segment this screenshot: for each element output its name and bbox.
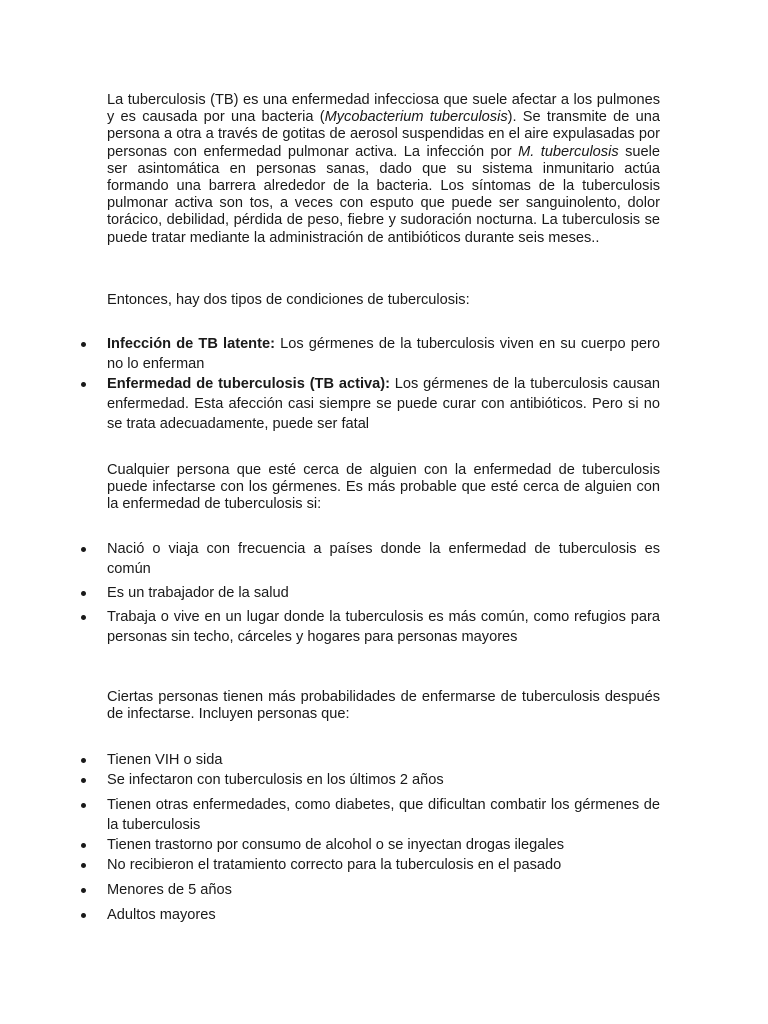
bullet-icon bbox=[81, 382, 86, 387]
list-item-text: Trabaja o vive en un lugar donde la tuberculosis es más común, como refugios para personas sin techo, cárceles y hogares para personas mayores bbox=[107, 609, 660, 645]
intro-paragraph bbox=[107, 92, 660, 247]
type-term: Infección de TB latente: bbox=[107, 336, 275, 352]
list-item bbox=[107, 334, 660, 374]
intro-species-abbrev: M. tuberculosis bbox=[518, 143, 619, 160]
list-item bbox=[107, 539, 660, 579]
type-term: Enfermedad de tuberculosis (TB activa): bbox=[107, 376, 390, 392]
list-item bbox=[107, 770, 660, 790]
list-item-text: Tienen VIH o sida bbox=[107, 752, 223, 768]
list-item-text: Menores de 5 años bbox=[107, 882, 232, 898]
type-description: Los gérmenes de la tuberculosis viven en su cuerpo pero no lo enferman bbox=[107, 336, 660, 372]
intro-text-2: ). Se transmite de una persona a otra a través de gotitas de aerosol suspendidas en el aire expulasadas por personas con enfermedad pulmonar activa. La infección por bbox=[107, 109, 660, 160]
list-item bbox=[107, 880, 660, 900]
types-list bbox=[107, 334, 660, 434]
list-item bbox=[107, 855, 660, 875]
bullet-icon bbox=[81, 547, 86, 552]
intro-text-3: suele ser asintomática en personas sanas, dado que su sistema inmunitario actúa formando una barrera alrededor de la bacteria. Los síntomas de la tuberculosis pulmonar activa son tos, a veces con esputo que puede ser sanguinolento, dolor torácico, debilidad, pérdida de peso, fiebre y sudoración nocturna. La tuberculosis se puede tratar mediante la administración de antibióticos durante seis meses.. bbox=[107, 143, 660, 246]
bullet-icon bbox=[81, 778, 86, 783]
list-item-text: Tienen trastorno por consumo de alcohol o se inyectan drogas ilegales bbox=[107, 837, 565, 853]
list-item bbox=[107, 750, 660, 770]
list-item bbox=[107, 835, 660, 855]
list-item-text: Tienen otras enfermedades, como diabetes, que dificultan combatir los gérmenes de la tuberculosis bbox=[107, 797, 660, 833]
intro-species-name: Mycobacterium tuberculosis bbox=[324, 109, 508, 126]
bullet-icon bbox=[81, 615, 86, 620]
risk-list bbox=[107, 539, 660, 651]
list-item bbox=[107, 374, 660, 434]
type-description: Los gérmenes de la tuberculosis causan enfermedad. Esta afección casi siempre se puede curar con antibióticos. Pero si no se trata adecuadamente, puede ser fatal bbox=[107, 376, 660, 432]
susceptible-intro-paragraph: Ciertas personas tienen más probabilidades de enfermarse de tuberculosis después de infectarse. Incluyen personas que: bbox=[107, 689, 660, 723]
bullet-icon bbox=[81, 843, 86, 848]
intro-text-1: La tuberculosis (TB) es una enfermedad infecciosa que suele afectar a los pulmones y es causada por una bacteria ( bbox=[107, 92, 660, 126]
list-item bbox=[107, 905, 660, 925]
list-item-text: No recibieron el tratamiento correcto para la tuberculosis en el pasado bbox=[107, 857, 562, 873]
bullet-icon bbox=[81, 863, 86, 868]
risk-intro-paragraph: Cualquier persona que esté cerca de alguien con la enfermedad de tuberculosis puede infectarse con los gérmenes. Es más probable que esté cerca de alguien con la enfermedad de tuberculosis si: bbox=[107, 462, 660, 513]
bullet-icon bbox=[81, 342, 86, 347]
bullet-icon bbox=[81, 758, 86, 763]
bullet-icon bbox=[81, 591, 86, 596]
list-item-text: Adultos mayores bbox=[107, 907, 216, 923]
types-intro-paragraph: Entonces, hay dos tipos de condiciones de tuberculosis: bbox=[107, 292, 470, 308]
list-item-text: Se infectaron con tuberculosis en los últimos 2 años bbox=[107, 772, 444, 788]
list-item bbox=[107, 795, 660, 835]
susceptible-list bbox=[107, 750, 660, 925]
list-item-text: Es un trabajador de la salud bbox=[107, 585, 289, 601]
bullet-icon bbox=[81, 888, 86, 893]
list-item bbox=[107, 583, 660, 603]
bullet-icon bbox=[81, 803, 86, 808]
list-item-text: Nació o viaja con frecuencia a países donde la enfermedad de tuberculosis es común bbox=[107, 541, 660, 577]
bullet-icon bbox=[81, 913, 86, 918]
list-item bbox=[107, 607, 660, 647]
